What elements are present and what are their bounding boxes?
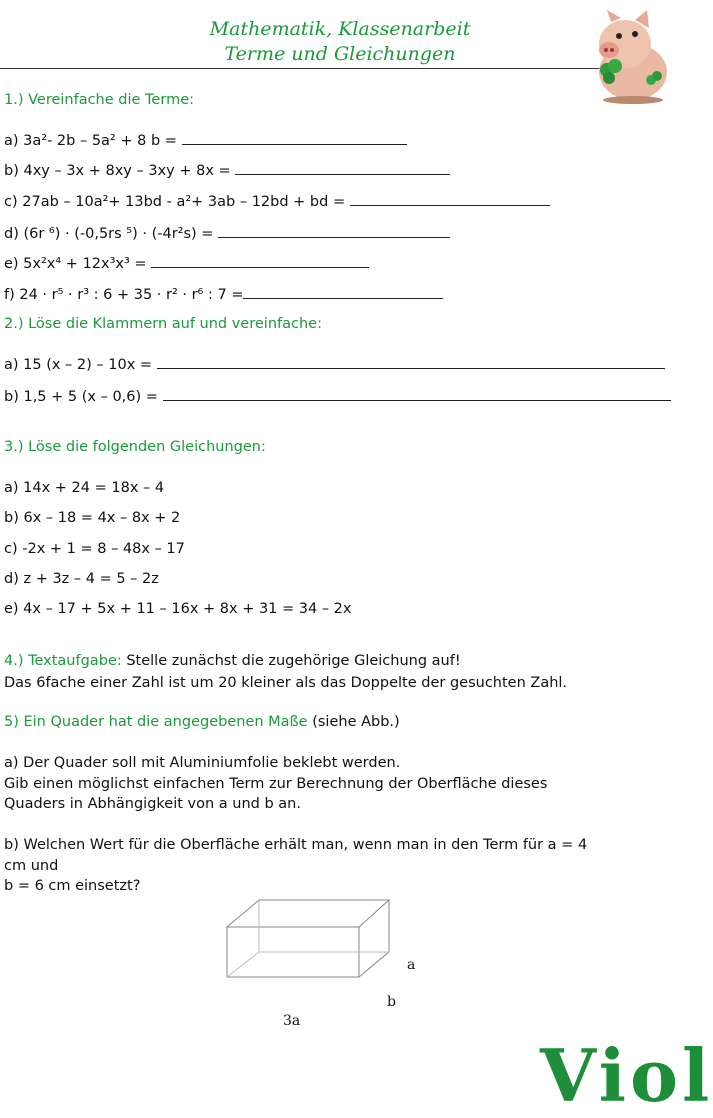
task1-item-b: b) 4xy – 3x + 8xy – 3xy + 8x = (4, 162, 450, 179)
task1-item-c: c) 27ab – 10a²+ 13bd - a²+ 3ab – 12bd + bd = (4, 193, 550, 210)
task2-item-b: b) 1,5 + 5 (x – 0,6) = (4, 388, 671, 405)
lucky-pig-icon (585, 6, 675, 106)
answer-line[interactable] (218, 225, 450, 238)
task3-item-d: d) z + 3z – 4 = 5 – 2z (4, 571, 159, 587)
task5-heading-suffix: (siehe Abb.) (307, 714, 400, 730)
task5-heading-line (4, 714, 400, 730)
viol-logo: Viol (540, 1033, 713, 1118)
cuboid-label-a: a (407, 957, 416, 973)
answer-line[interactable] (182, 132, 407, 145)
task1-item-a: a) 3a²- 2b – 5a² + 8 b = (4, 132, 407, 149)
task3-item-e: e) 4x – 17 + 5x + 11 – 16x + 8x + 31 = 34 – 2x (4, 601, 352, 617)
task3-item-c: c) -2x + 1 = 8 – 48x – 17 (4, 541, 185, 557)
task5-b-line1: b) Welchen Wert für die Oberfläche erhält man, wenn man in den Term für a = 4 (4, 837, 588, 853)
answer-line[interactable] (157, 356, 665, 369)
task5-a-line1: a) Der Quader soll mit Aluminiumfolie beklebt werden. (4, 755, 401, 771)
answer-line[interactable] (163, 388, 671, 401)
cuboid-diagram (215, 895, 425, 985)
task4-heading: 4.) Textaufgabe: (4, 653, 122, 669)
answer-line[interactable] (235, 162, 450, 175)
task5-b-line2: cm und (4, 858, 59, 874)
task1-item-d: d) (6r ⁶) · (-0,5rs ⁵) · (-4r²s) = (4, 225, 450, 242)
task1-heading: 1.) Vereinfache die Terme: (4, 92, 194, 108)
task1-item-e: e) 5x²x⁴ + 12x³x³ = (4, 255, 369, 272)
task3-item-b: b) 6x – 18 = 4x – 8x + 2 (4, 510, 181, 526)
answer-line[interactable] (243, 286, 443, 299)
task4-instruction: Stelle zunächst die zugehörige Gleichung auf! (121, 653, 461, 669)
header-rule (0, 68, 600, 69)
task4-text: Das 6fache einer Zahl ist um 20 kleiner als das Doppelte der gesuchten Zahl. (4, 675, 568, 691)
task3-item-a: a) 14x + 24 = 18x – 4 (4, 480, 165, 496)
answer-line[interactable] (151, 255, 369, 268)
task4-heading-line (4, 653, 461, 669)
task5-heading: 5) Ein Quader hat die angegebenen Maße (4, 714, 308, 730)
worksheet-title: Mathematik, Klassenarbeit (209, 18, 471, 40)
task5-b-line3: b = 6 cm einsetzt? (4, 878, 141, 894)
task2-item-a: a) 15 (x – 2) – 10x = (4, 356, 665, 373)
cuboid-label-b: b (387, 994, 396, 1010)
task2-heading: 2.) Löse die Klammern auf und vereinfache: (4, 316, 322, 332)
answer-line[interactable] (350, 193, 550, 206)
task3-heading: 3.) Löse die folgenden Gleichungen: (4, 439, 266, 455)
worksheet-subtitle: Terme und Gleichungen (224, 43, 456, 65)
cuboid-label-3a: 3a (283, 1013, 301, 1029)
task1-item-f: f) 24 · r⁵ · r³ : 6 + 35 · r² · r⁶ : 7 = (4, 286, 443, 303)
task5-a-line3: Quaders in Abhängigkeit von a und b an. (4, 796, 301, 812)
task5-a-line2: Gib einen möglichst einfachen Term zur Berechnung der Oberfläche dieses (4, 776, 548, 792)
